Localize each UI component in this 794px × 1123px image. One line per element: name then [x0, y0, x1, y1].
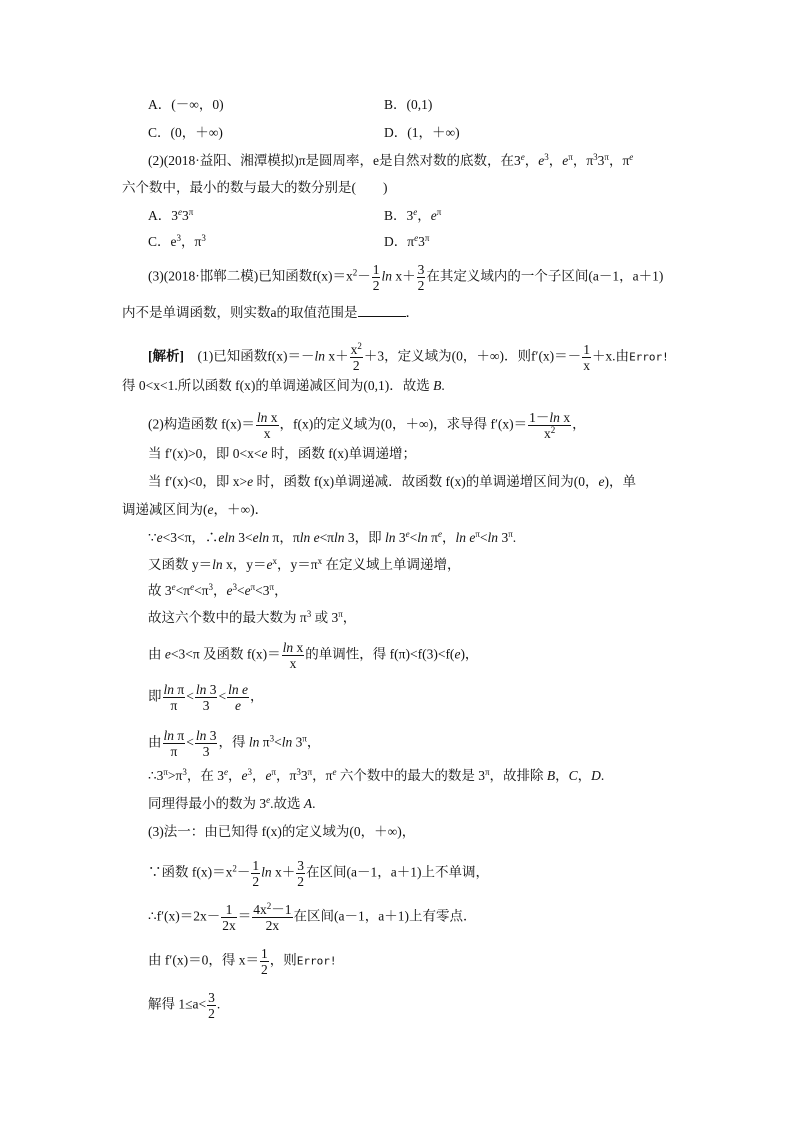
solution-line-14: $\therefore 3^\pi>\pi^3$，在 3e，$e^3$，$e^\pi$，$\pi^33^\pi$，$\pi^e$ 六个数中的最大的数是 $3^\pi$，故排除 B，C，D. — [148, 767, 605, 783]
solution-line-20: 解得 1≤a< $\frac{3}{2}$ . — [148, 990, 221, 1021]
q1-option-b: B．(0,1) — [384, 97, 433, 112]
q2-option-c: C．$e^3$，$\pi^3$ — [148, 233, 206, 249]
solution-line-16: (3)法一：由已知得 f(x)的定义域为(0，＋∞)， — [148, 824, 416, 839]
q2-option-b: B．3e，$e^\pi$ — [384, 207, 442, 223]
solution-line-13: 由 $\frac{\text{ln π}}{\pi}$ < $\frac{\ln 3}{3}$ ，得 $\ln \pi^3<\ln$ $3^\pi$， — [148, 728, 321, 759]
q3-stem-line2: 内不是单调函数，则实数a的取值范围是 ． — [122, 305, 419, 320]
q1-option-d: D．(1，＋∞) — [384, 125, 460, 140]
solution-line-15: 同理得最小的数为 3e.故选 A. — [148, 795, 316, 811]
solution-line-10: 故这六个数中的最大数为 $\pi^3$ 或 $3^\pi$， — [148, 609, 357, 625]
solution-line-12: 即 $\frac{\text{ln π}}{\pi}$ < $\frac{\ln 3}{3}$ < $\frac{\text{ln e}}{e}$ ， — [148, 682, 264, 713]
solution-line-4: 当 f′(x)>0，即 0<x<e 时，函数 f(x)单调递增； — [148, 446, 417, 461]
solution-line-5: 当 f′(x)<0，即 x>e 时，函数 f(x)单调递减．故函数 f(x)的单调递增区间为(0，e)，单 — [148, 474, 637, 489]
solution-line-18: ∴f′(x)＝2x－ $\frac{1}{2x}$ ＝ $\frac{4x^2-1}{2x}$ 在区间(a－1，a＋1)上有零点． — [148, 901, 477, 933]
answer-blank — [358, 304, 406, 317]
q2-stem-line2: 六个数中，最小的数与最大的数分别是( ) — [122, 180, 388, 195]
solution-line-8: 又函数 y＝ln x，$y=e^x$，$y=\pi^x$ 在定义域上单调递增， — [148, 556, 461, 572]
q2-option-d: D．$\pi^e3^\pi$ — [384, 233, 430, 249]
solution-line-6: 调递减区间为(e，＋∞)． — [122, 502, 269, 517]
q1-option-c: C．(0，＋∞) — [148, 125, 223, 140]
solution-line-1: [解析] (1)已知函数f(x)＝－ln x＋ $\frac{x^2}{2}$ ＋3，定义域为(0，＋∞)．则f′(x)＝－ $\frac{1}{x}$ ＋x.由Error! — [148, 341, 669, 373]
q2-stem-text: (2)(2018·益阳、湘潭模拟)π是圆周率，e是自然对数的底数，在3 — [148, 153, 521, 168]
solution-line-19: 由 f′(x)＝0，得 x＝ $\frac{1}{2}$ ，则Error! — [148, 946, 337, 977]
solution-line-7: ∵e<3<π，∴eln 3<eln π，πln e<πln 3，即 $\ln 3^e<\ln$ $\pi^e$，$\ln e^\pi<\ln$ $3^\pi$. — [148, 529, 517, 545]
q3-stem-line1: (3)(2018·邯郸二模)已知函数$f(x)=x^2-$ $\frac{1}{2}$ ln x＋ $\frac{3}{2}$ 在其定义域内的一个子区间(a－1，a＋1) — [148, 262, 664, 293]
solution-line-17: ∵函数 $f(x)=x^2-$ $\frac{1}{2}$ ln x＋ $\frac{3}{2}$ 在区间(a－1，a＋1)上不单调， — [148, 858, 489, 889]
solution-line-9: 故 $3^e<\pi^e<\pi^3$，$e^3<e^\pi<3^\pi$， — [148, 582, 288, 598]
solution-line-11: 由 e<3<π 及函数 f(x)＝ $\frac{\text{ln x}}{x}$ 的单调性，得 f(π)<f(3)<f(e)， — [148, 640, 479, 671]
q1-option-a: A．(－∞，0) — [148, 97, 224, 112]
q2-stem-line1: (2)(2018·益阳、湘潭模拟)π是圆周率，e是自然对数的底数，在3e，$e^3$，$e^\pi$，$\pi^33^\pi$，$\pi^e$ — [148, 152, 634, 168]
solution-label: [解析] — [148, 348, 184, 364]
q2-option-a: A．$3e3^\pi$ — [148, 207, 194, 223]
solution-line-3: (2)构造函数 f(x)＝ $\frac{\text{ln x}}{x}$ ，f(x)的定义域为(0，＋∞)，求导得 f′(x)＝ $\frac{\text{1－ln x}}{x^2}$ ， — [148, 410, 586, 441]
solution-line-2: 得 0<x<1.所以函数 f(x)的单调递减区间为(0,1)．故选 B. — [122, 378, 445, 393]
